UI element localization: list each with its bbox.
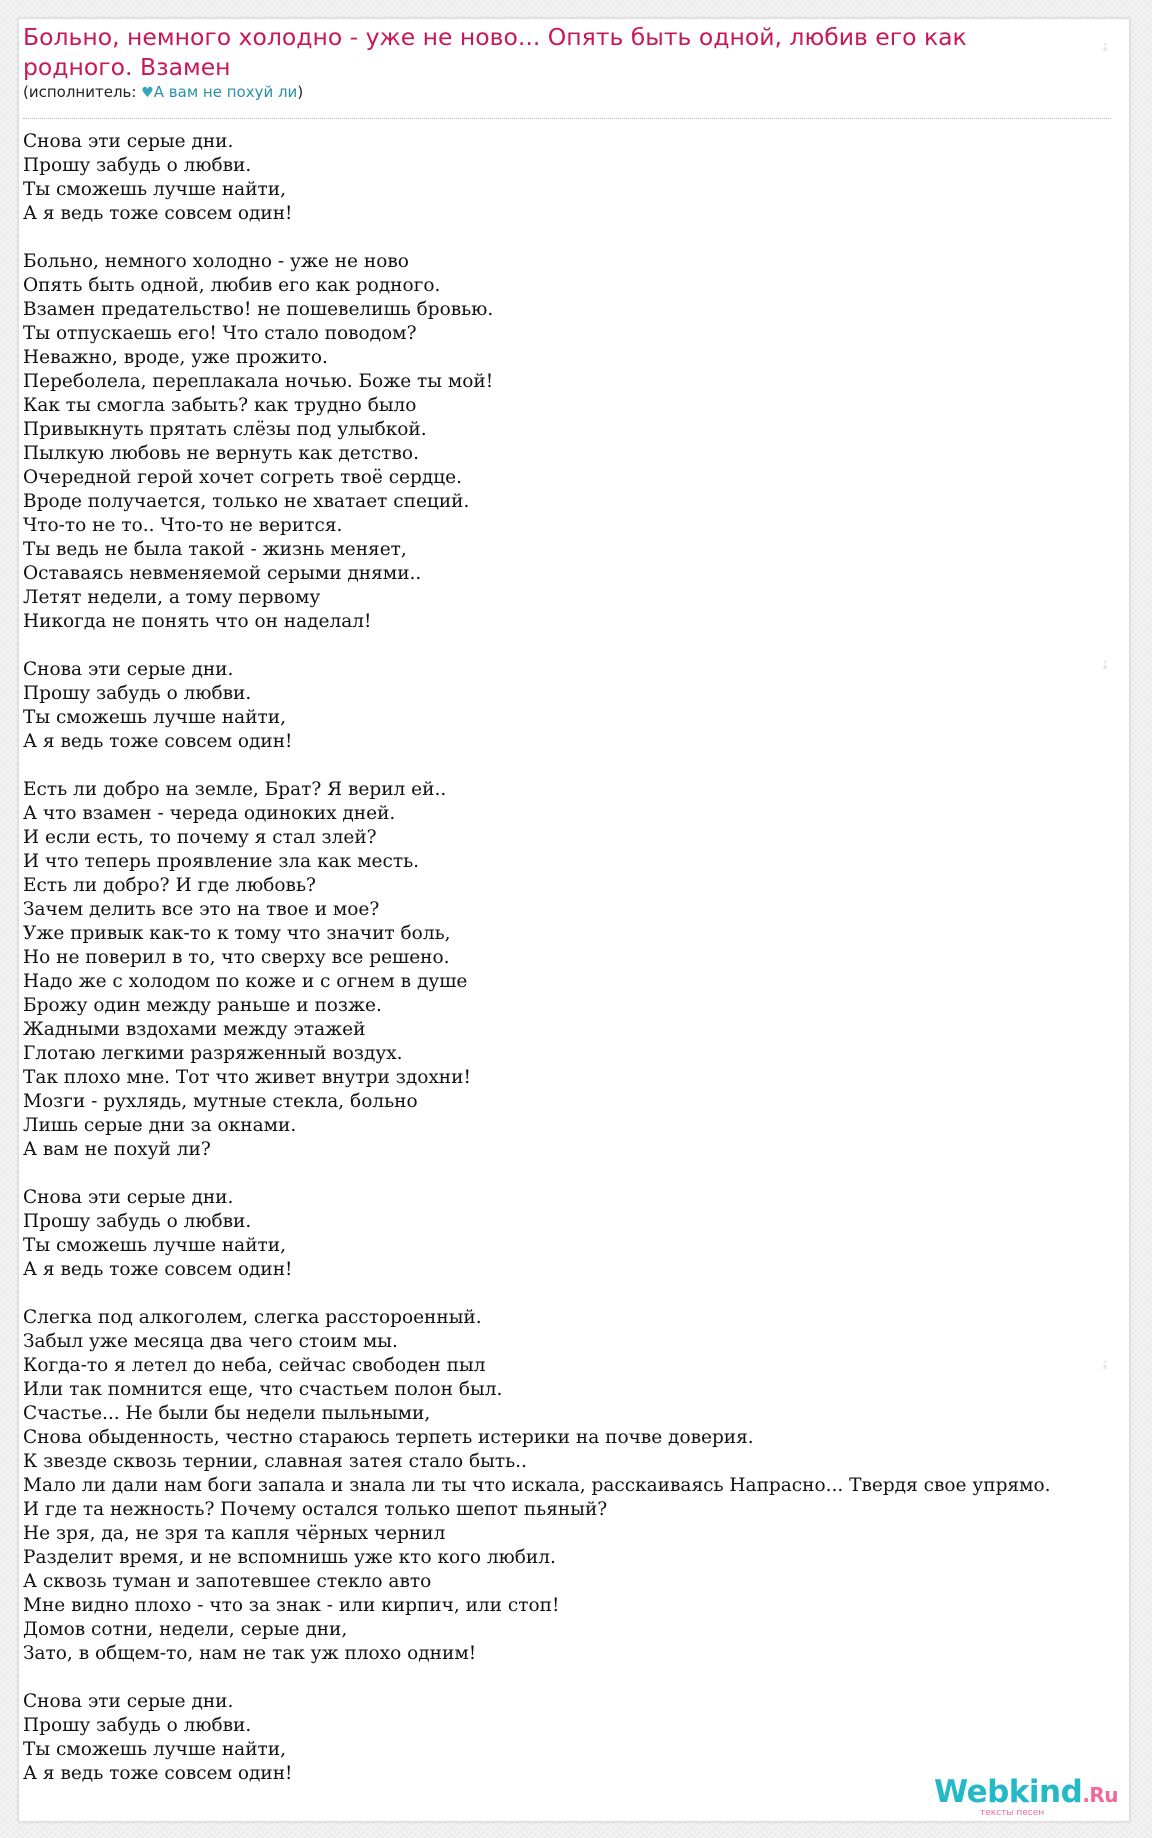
song-title: Больно, немного холодно - уже не ново... Опять быть одной, любив его как родного. Взамен xyxy=(23,23,967,81)
song-header xyxy=(23,22,1111,102)
performer-name: А вам не похуй ли xyxy=(153,83,298,101)
performer-line xyxy=(23,83,1111,102)
watermark-tagline: тексты песен xyxy=(980,1808,1045,1818)
performer-close: ) xyxy=(297,83,304,101)
corner-arrow-icon: ➶ xyxy=(1096,1356,1115,1375)
heart-icon: ♥ xyxy=(141,85,154,101)
performer-label: (исполнитель: xyxy=(23,83,142,101)
watermark-logo xyxy=(934,1776,1134,1811)
performer-link[interactable] xyxy=(141,83,297,101)
site-watermark xyxy=(934,1776,1134,1818)
song-lyrics: Снова эти серые дни. Прошу забудь о любви. Ты сможешь лучше найти, А я ведь тоже совсем один! Больно, немного холодно - уже не ново Опять быть одной, любив его как родного. Взамен предательство! не пошевелишь бровью. Ты отпускаешь его! Что стало поводом? Неважно, вроде, уже прожито. Переболела, переплакала ночью. Боже ты мой! Как ты смогла забыть? как трудно было Привыкнуть прятать слёзы под улыбкой. Пылкую любовь не вернуть как детство. Очередной герой хочет согреть твоё сердце. Вроде получается, только не хватает специй. Что-то не то.. Что-то не верится. Ты ведь не была такой - жизнь меняет, Оставаясь невменяемой серыми днями.. Летят недели, а тому первому Никогда не понять что он наделал! Снова эти серые дни. Прошу забудь о любви. Ты сможешь лучше найти, А я ведь тоже совсем один! Есть ли добро на земле, Брат? Я верил ей.. А что взамен - череда одиноких дней. И если есть, то почему я стал злей? И что теперь проявление зла как месть. Есть ли добро? И где любовь? Зачем делить все это на твое и мое? Уже привык как-то к тому что значит боль, Но не поверил в то, что сверху все решено. Надо же с холодом по коже и с огнем в душе Брожу один между раньше и позже. Жадными вздохами между этажей Глотаю легкими разряженный воздух. Так плохо мне. Тот что живет внутри здохни! Мозги - рухлядь, мутные стекла, больно Лишь серые дни за окнами. А вам не похуй ли? Снова эти серые дни. Прошу забудь о любви. Ты сможешь лучше найти, А я ведь тоже совсем один! Слегка под алкоголем, слегка расстороенный. Забыл уже месяца два чего стоим мы. Когда-то я летел до неба, сейчас свободен пыл Или так помнится еще, что счастьем полон был. Счастье... Не были бы недели пыльными, Снова обыденность, честно стараюсь терпеть истерики на почве доверия. К звезде сквозь тернии, славная затея стало быть.. Мало ли дали нам боги запала и знала ли ты что искала, расскаиваясь Напрасно... Твердя свое упрямо. И где та нежность? Почему остался только шепот пьяный? Не зря, да, не зря та капля чёрных чернил Разделит время, и не вспомнишь уже кто кого любил. А сквозь туман и запотевшее стекло авто Мне видно плохо - что за знак - или кирпич, или стоп! Домов сотни, недели, серые дни, Зато, в общем-то, нам не так уж плохо одним! Снова эти серые дни. Прошу забудь о любви. Ты сможешь лучше найти, А я ведь тоже совсем один! xyxy=(23,131,1051,1784)
corner-arrow-icon: ➶ xyxy=(1096,656,1115,675)
watermark-tld: .Ru xyxy=(1082,1783,1119,1807)
watermark-brand: Webkind xyxy=(934,1774,1083,1810)
header-divider xyxy=(23,118,1111,119)
corner-arrow-icon: ➶ xyxy=(1096,38,1115,57)
